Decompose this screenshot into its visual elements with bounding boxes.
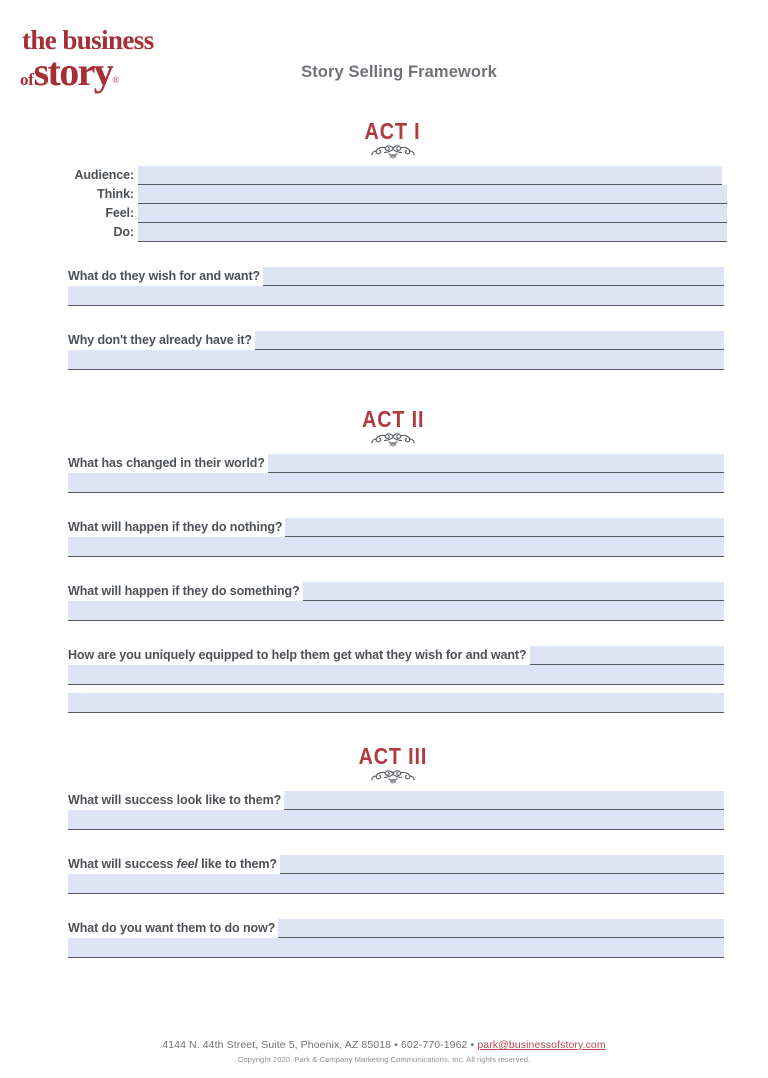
page-footer xyxy=(0,1039,768,1064)
logo-line-the-business: the business xyxy=(22,25,154,55)
question-block-success-feel-like xyxy=(0,855,768,894)
act-1-section xyxy=(0,118,768,370)
question-block-want-them-to-do-now xyxy=(0,919,768,958)
question-row xyxy=(68,855,724,874)
input-do-now-line-2[interactable] xyxy=(68,938,724,958)
label-part-emphasis: feel xyxy=(176,857,198,871)
input-why-dont-they-have-it-line-2[interactable] xyxy=(68,350,724,370)
input-success-feel-like-line-1[interactable] xyxy=(280,855,724,874)
question-row xyxy=(68,518,724,537)
footer-email-link[interactable]: park@businessofstory.com xyxy=(477,1039,606,1051)
act-3-section xyxy=(0,743,768,958)
question-block-do-something xyxy=(0,582,768,621)
label-part-tail: like to them? xyxy=(197,857,277,871)
input-do-now-line-1[interactable] xyxy=(278,919,724,938)
page-title: Story Selling Framework xyxy=(301,63,497,81)
logo-word-story: story xyxy=(33,48,113,94)
field-row-audience xyxy=(0,166,768,185)
label-what-will-success-look-like-to-them: What will success look like to them? xyxy=(68,793,282,807)
question-row xyxy=(68,791,724,810)
input-success-look-like-line-1[interactable] xyxy=(284,791,724,810)
question-row xyxy=(68,454,724,473)
question-row xyxy=(68,331,724,350)
input-success-feel-like-line-2[interactable] xyxy=(68,874,724,894)
input-feel[interactable] xyxy=(138,204,727,223)
act-2-section xyxy=(0,406,768,713)
label-what-do-you-want-them-to-do-now: What do you want them to do now? xyxy=(68,921,276,935)
question-block-success-look-like xyxy=(0,791,768,830)
act-1-heading xyxy=(0,118,768,160)
label-how-are-you-uniquely-equipped: How are you uniquely equipped to help them get what they wish for and want? xyxy=(68,648,527,662)
flourish-divider-icon xyxy=(367,144,419,160)
act-2-title: ACT II xyxy=(361,406,425,432)
label-what-will-happen-if-they-do-something: What will happen if they do something? xyxy=(68,584,300,598)
label-part-head: What will success xyxy=(68,857,177,871)
footer-address-text: 4144 N. 44th Street, Suite 5, Phoenix, AZ 85018 • 602-770-1962 • xyxy=(162,1039,478,1051)
input-do-nothing-line-1[interactable] xyxy=(285,518,724,537)
question-row xyxy=(68,582,724,601)
question-block-what-has-changed xyxy=(0,454,768,493)
input-what-has-changed-line-2[interactable] xyxy=(68,473,724,493)
input-uniquely-equipped-line-2[interactable] xyxy=(68,665,724,685)
act-1-title: ACT I xyxy=(365,118,421,144)
input-what-has-changed-line-1[interactable] xyxy=(268,454,724,473)
label-audience: Audience: xyxy=(74,168,134,182)
act-3-title: ACT III xyxy=(358,743,428,769)
question-block-wish-for-and-want xyxy=(0,267,768,306)
input-wish-for-and-want-line-1[interactable] xyxy=(263,267,724,286)
question-block-why-dont-they-have-it xyxy=(0,331,768,370)
field-row-do xyxy=(0,223,768,242)
field-row-think xyxy=(0,185,768,204)
question-row xyxy=(68,646,724,665)
footer-address xyxy=(0,1039,768,1051)
label-what-will-success-feel-like-to-them xyxy=(68,855,280,874)
input-do[interactable] xyxy=(138,223,727,242)
flourish-divider-icon xyxy=(367,432,419,448)
input-do-something-line-1[interactable] xyxy=(303,582,724,601)
label-what-do-they-wish-for-and-want: What do they wish for and want? xyxy=(68,269,261,283)
label-what-will-happen-if-they-do-nothing: What will happen if they do nothing? xyxy=(68,520,283,534)
input-uniquely-equipped-line-1[interactable] xyxy=(530,646,724,665)
input-do-something-line-2[interactable] xyxy=(68,601,724,621)
flourish-divider-icon xyxy=(367,769,419,785)
label-what-has-changed-in-their-world: What has changed in their world? xyxy=(68,456,265,470)
input-success-look-like-line-2[interactable] xyxy=(68,810,724,830)
question-row xyxy=(68,919,724,938)
input-wish-for-and-want-line-2[interactable] xyxy=(68,286,724,306)
label-why-dont-they-already-have-it: Why don't they already have it? xyxy=(68,333,252,347)
question-row xyxy=(68,267,724,286)
input-think[interactable] xyxy=(138,185,727,204)
page-header xyxy=(0,0,768,110)
field-row-feel xyxy=(0,204,768,223)
label-feel: Feel: xyxy=(105,206,134,220)
question-block-do-nothing xyxy=(0,518,768,557)
act-1-fields xyxy=(0,166,768,242)
act-2-heading xyxy=(0,406,768,448)
label-do: Do: xyxy=(113,225,134,239)
act-3-heading xyxy=(0,743,768,785)
input-uniquely-equipped-line-3[interactable] xyxy=(68,693,724,713)
footer-copyright: Copyright 2020. Park & Company Marketing Communications, Inc. All rights reserved. xyxy=(237,1055,531,1064)
input-audience[interactable] xyxy=(138,166,722,185)
registered-trademark-icon: ® xyxy=(112,74,120,85)
label-think: Think: xyxy=(97,187,134,201)
question-block-uniquely-equipped xyxy=(0,646,768,713)
input-why-dont-they-have-it-line-1[interactable] xyxy=(255,331,724,350)
input-do-nothing-line-2[interactable] xyxy=(68,537,724,557)
logo-word-of: of xyxy=(20,69,34,89)
